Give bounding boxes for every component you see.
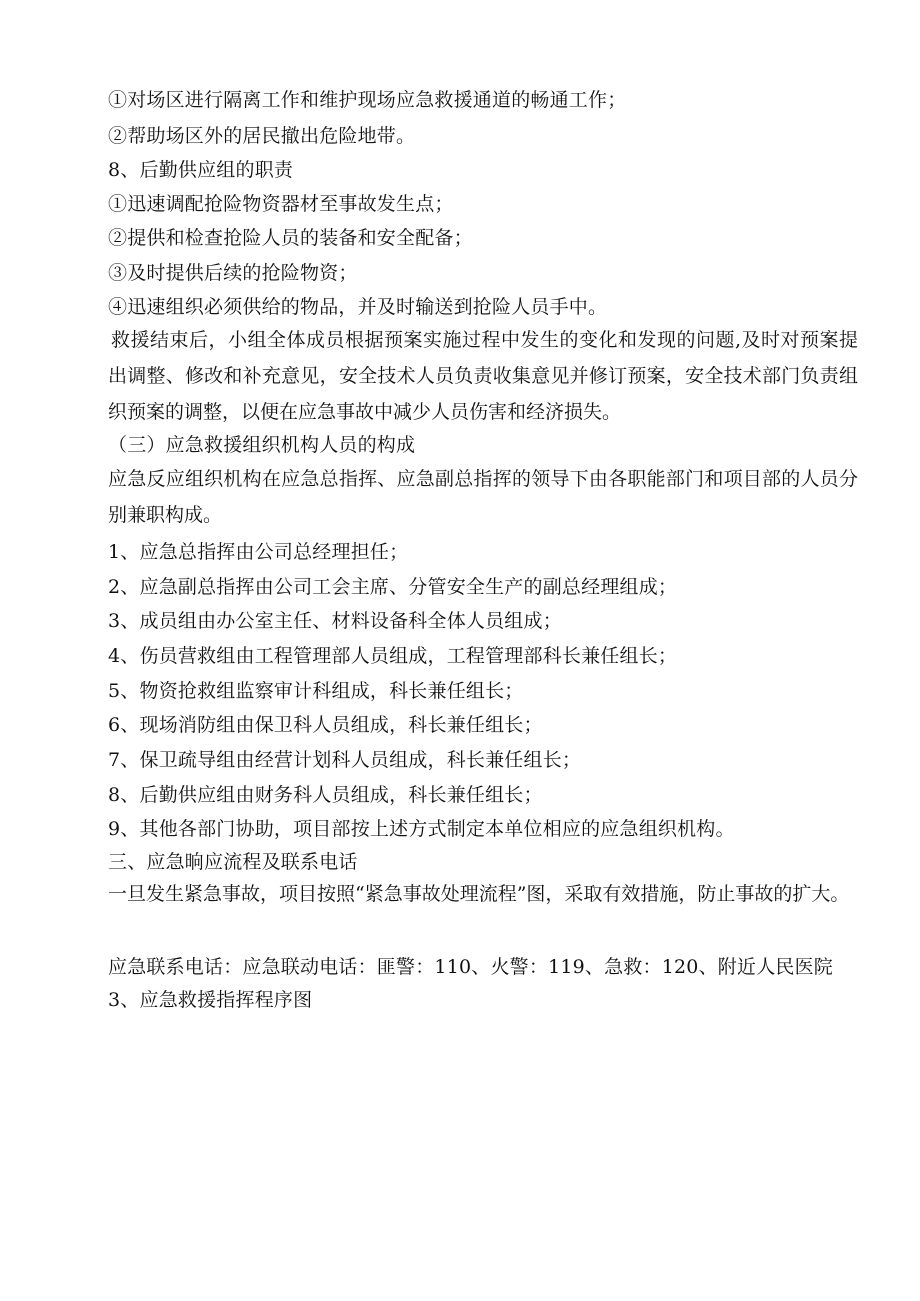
text-line: ④迅速组织必须供给的物品，并及时输送到抢险人员手中。 xyxy=(108,296,608,318)
text-line: ①对场区进行隔离工作和维护现场应急救援通道的畅通工作； xyxy=(108,89,627,111)
list-item: 2、应急副总指挥由公司工会主席、分管安全生产的副总经理组成； xyxy=(108,576,678,598)
text-line: ③及时提供后续的抢险物资； xyxy=(108,262,358,284)
list-item: 6、现场消防组由保卫科人员组成，科长兼任组长； xyxy=(108,714,543,736)
list-item: 8、后勤供应组由财务科人员组成，科长兼任组长； xyxy=(108,784,543,806)
text-line: ①迅速调配抢险物资器材至事故发生点； xyxy=(108,193,454,215)
contact-line: 应急联系电话：应急联动电话：匪警：110、火警：119、急救：120、附近人民医院 xyxy=(108,956,833,978)
list-item: 3、成员组由办公室主任、材料设备科全体人员组成； xyxy=(108,610,562,632)
list-item: 7、保卫疏导组由经营计划科人员组成，科长兼任组长； xyxy=(108,749,582,771)
section-heading: （三）应急救援组织机构人员的构成 xyxy=(108,434,416,456)
section-heading: 8、后勤供应组的职责 xyxy=(108,159,294,181)
text-line: ②提供和检查抢险人员的装备和安全配备； xyxy=(108,227,473,249)
paragraph: 应急反应组织机构在应急总指挥、应急副总指挥的领导下由各职能部门和项目部的人员分别兼职构成。 xyxy=(108,468,858,526)
list-item: 9、其他各部门协助，项目部按上述方式制定本单位相应的应急组织机构。 xyxy=(108,818,735,840)
section-heading: 3、应急救援指挥程序图 xyxy=(108,989,313,1011)
section-heading: 三、应急晌应流程及联系电话 xyxy=(108,851,358,873)
list-item: 1、应急总指挥由公司总经理担任； xyxy=(108,541,409,563)
text-line: ②帮助场区外的居民撤出危险地带。 xyxy=(108,125,416,147)
paragraph: 一旦发生紧急事故，项目按照“紧急事故处理流程”图，采取有效措施，防止事故的扩大。 xyxy=(108,883,850,905)
list-item: 4、伤员营救组由工程管理部人员组成，工程管理部科长兼任组长； xyxy=(108,645,678,667)
paragraph: 救援结束后，小组全体成员根据预案实施过程中发生的变化和发现的问题,及时对预案提出调整、修改和补充意见，安全技术人员负责收集意见并修订预案，安全技术部门负责组织预案的调整，以便在应急事故中减少人员伤害和经济损失。 xyxy=(108,329,858,423)
list-item: 5、物资抢救组监察审计科组成，科长兼任组长； xyxy=(108,680,524,702)
